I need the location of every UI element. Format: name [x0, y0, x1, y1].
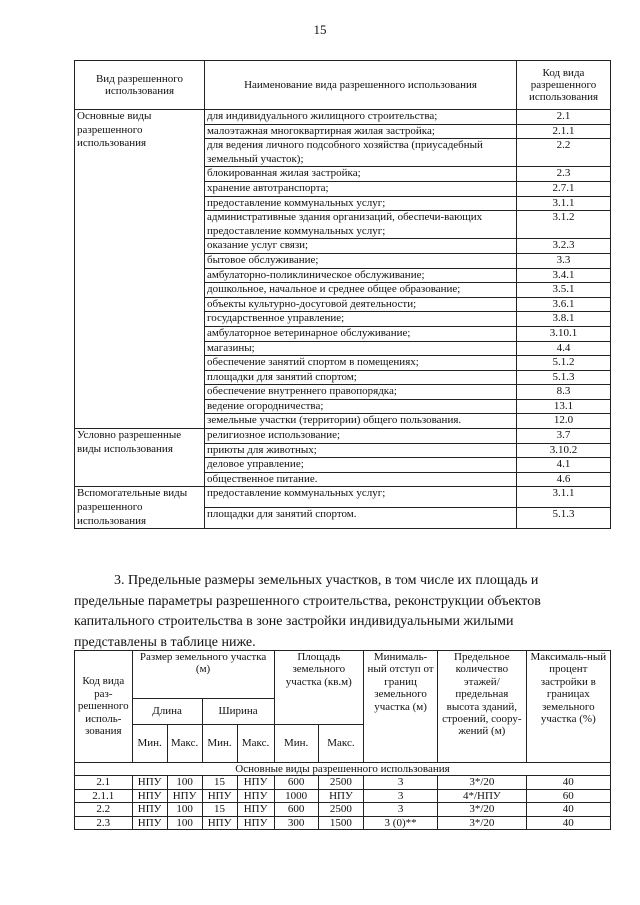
use-category: Условно разрешенные виды использования	[75, 429, 205, 487]
use-code: 3.4.1	[517, 268, 611, 283]
header-code: Код вида раз-решенного исполь-зования	[75, 651, 133, 763]
header-width-max: Макс.	[237, 725, 274, 763]
header-area: Площадь земельного участка (кв.м)	[274, 651, 364, 725]
table-cell: 15	[202, 776, 237, 789]
use-code: 4.6	[517, 472, 611, 487]
header-max-percent: Максималь-ный процент застройки в границах земельного участка (%)	[526, 651, 610, 763]
table-cell: 3	[364, 803, 438, 816]
table-cell: 2.3	[75, 816, 133, 829]
table-cell: НПУ	[132, 776, 167, 789]
table-cell: 2.2	[75, 803, 133, 816]
table-cell: 3*/20	[438, 816, 526, 829]
header-size: Размер земельного участка (м)	[132, 651, 274, 699]
use-code: 3.1.1	[517, 487, 611, 508]
table-cell: 3 (0)**	[364, 816, 438, 829]
use-code: 3.1.2	[517, 211, 611, 239]
table-cell: 1000	[274, 789, 318, 802]
table-cell: 2.1	[75, 776, 133, 789]
use-name: общественное питание.	[205, 472, 517, 487]
header-area-max: Макс.	[318, 725, 363, 763]
use-name: бытовое обслуживание;	[205, 253, 517, 268]
table-cell: 40	[526, 803, 610, 816]
use-name: амбулаторно-поликлиническое обслуживание;	[205, 268, 517, 283]
use-code: 3.7	[517, 429, 611, 444]
table-cell: 300	[274, 816, 318, 829]
table-cell: НПУ	[132, 816, 167, 829]
table-cell: 40	[526, 816, 610, 829]
use-code: 3.10.2	[517, 443, 611, 458]
use-name: административные здания организаций, обеспечи-вающих предоставление коммунальных услуг;	[205, 211, 517, 239]
header-use-name: Наименование вида разрешенного использования	[205, 61, 517, 110]
use-code: 13.1	[517, 399, 611, 414]
table-header-row	[75, 61, 611, 110]
use-code: 3.5.1	[517, 283, 611, 298]
use-code: 4.4	[517, 341, 611, 356]
use-code: 12.0	[517, 414, 611, 429]
use-code: 2.1	[517, 110, 611, 125]
header-length: Длина	[132, 699, 202, 725]
use-name: хранение автотранспорта;	[205, 181, 517, 196]
use-name: предоставление коммунальных услуг;	[205, 196, 517, 211]
use-name: для ведения личного подсобного хозяйства (приусадебный земельный участок);	[205, 139, 517, 167]
table-cell: НПУ	[318, 789, 363, 802]
paragraph-line: предельные параметры разрешенного строительства, реконструкции объектов	[74, 593, 541, 609]
header-use-code: Код вида разрешенного использования	[517, 61, 611, 110]
table-cell: 100	[167, 816, 202, 829]
table-cell: НПУ	[237, 816, 274, 829]
use-code: 3.2.3	[517, 239, 611, 254]
use-code: 8.3	[517, 385, 611, 400]
table-cell: НПУ	[132, 789, 167, 802]
table-cell: НПУ	[202, 789, 237, 802]
use-name: религиозное использование;	[205, 429, 517, 444]
use-code: 5.1.2	[517, 356, 611, 371]
header-width-min: Мин.	[202, 725, 237, 763]
header-min-offset: Минималь-ный отступ от границ земельного участка (м)	[364, 651, 438, 763]
table-cell: 2500	[318, 776, 363, 789]
use-name: обеспечение внутреннего правопорядка;	[205, 385, 517, 400]
use-name: малоэтажная многоквартирная жилая застройка;	[205, 124, 517, 139]
use-name: объекты культурно-досуговой деятельности;	[205, 297, 517, 312]
use-name: оказание услуг связи;	[205, 239, 517, 254]
use-code: 2.2	[517, 139, 611, 167]
table-row	[75, 110, 611, 125]
header-length-min: Мин.	[132, 725, 167, 763]
table-row	[75, 776, 611, 789]
use-name: магазины;	[205, 341, 517, 356]
use-name: для индивидуального жилищного строительства;	[205, 110, 517, 125]
table-row	[75, 487, 611, 508]
use-name: дошкольное, начальное и среднее общее образование;	[205, 283, 517, 298]
table-cell: 100	[167, 776, 202, 789]
table-cell: НПУ	[237, 803, 274, 816]
use-code: 2.1.1	[517, 124, 611, 139]
use-name: площадки для занятий спортом;	[205, 370, 517, 385]
use-name: деловое управление;	[205, 458, 517, 473]
table-cell: 100	[167, 803, 202, 816]
use-name: предоставление коммунальных услуг;	[205, 487, 517, 508]
use-name: приюты для животных;	[205, 443, 517, 458]
table-row	[75, 429, 611, 444]
table-cell: НПУ	[202, 816, 237, 829]
use-code: 3.3	[517, 253, 611, 268]
use-name: обеспечение занятий спортом в помещениях;	[205, 356, 517, 371]
paragraph-line: капитального строительства в зоне застройки индивидуальными жилыми	[74, 614, 514, 629]
use-name: площадки для занятий спортом.	[205, 508, 517, 529]
table-cell: 600	[274, 803, 318, 816]
table-cell: 3*/20	[438, 803, 526, 816]
use-code: 3.1.1	[517, 196, 611, 211]
use-name: ведение огородничества;	[205, 399, 517, 414]
page-number: 15	[313, 22, 327, 37]
use-code: 4.1	[517, 458, 611, 473]
use-name: государственное управление;	[205, 312, 517, 327]
table-cell: 3	[364, 776, 438, 789]
use-code: 3.8.1	[517, 312, 611, 327]
permitted-use-table	[74, 60, 611, 529]
use-code: 3.6.1	[517, 297, 611, 312]
table-cell: НПУ	[237, 776, 274, 789]
table-row	[75, 789, 611, 802]
section-3-paragraph	[74, 571, 611, 653]
use-name: земельные участки (территории) общего пользования.	[205, 414, 517, 429]
paragraph-line: представлены в таблице ниже.	[74, 634, 256, 650]
section-label: Основные виды разрешенного использования	[75, 763, 611, 776]
table-cell: НПУ	[237, 789, 274, 802]
table-cell: 2500	[318, 803, 363, 816]
use-code: 5.1.3	[517, 508, 611, 529]
land-plot-limits-table	[74, 650, 611, 830]
table-cell: 4*/НПУ	[438, 789, 526, 802]
table-cell: 15	[202, 803, 237, 816]
paragraph-line: 3. Предельные размеры земельных участков, в том числе их площадь и	[114, 573, 539, 588]
table-cell: 600	[274, 776, 318, 789]
use-code: 5.1.3	[517, 370, 611, 385]
use-category: Вспомогательные виды разрешенного использования	[75, 487, 205, 529]
header-use-type: Вид разрешенного использования	[75, 61, 205, 110]
table-row	[75, 803, 611, 816]
header-length-max: Макс.	[167, 725, 202, 763]
use-name: амбулаторное ветеринарное обслуживание;	[205, 326, 517, 341]
table-cell: НПУ	[167, 789, 202, 802]
use-category: Основные виды разрешенного использования	[75, 110, 205, 429]
table-cell: 2.1.1	[75, 789, 133, 802]
use-code: 2.3	[517, 167, 611, 182]
use-code: 2.7.1	[517, 181, 611, 196]
header-area-min: Мин.	[274, 725, 318, 763]
table-cell: 1500	[318, 816, 363, 829]
header-width: Ширина	[202, 699, 274, 725]
table-cell: 3*/20	[438, 776, 526, 789]
header-floors-height: Предельное количество этажей/ предельная высота зданий, строений, соору-жений (м)	[438, 651, 526, 763]
table-cell: 3	[364, 789, 438, 802]
table-cell: НПУ	[132, 803, 167, 816]
table-cell: 60	[526, 789, 610, 802]
use-name: блокированная жилая застройка;	[205, 167, 517, 182]
use-code: 3.10.1	[517, 326, 611, 341]
table-row	[75, 816, 611, 829]
table-cell: 40	[526, 776, 610, 789]
